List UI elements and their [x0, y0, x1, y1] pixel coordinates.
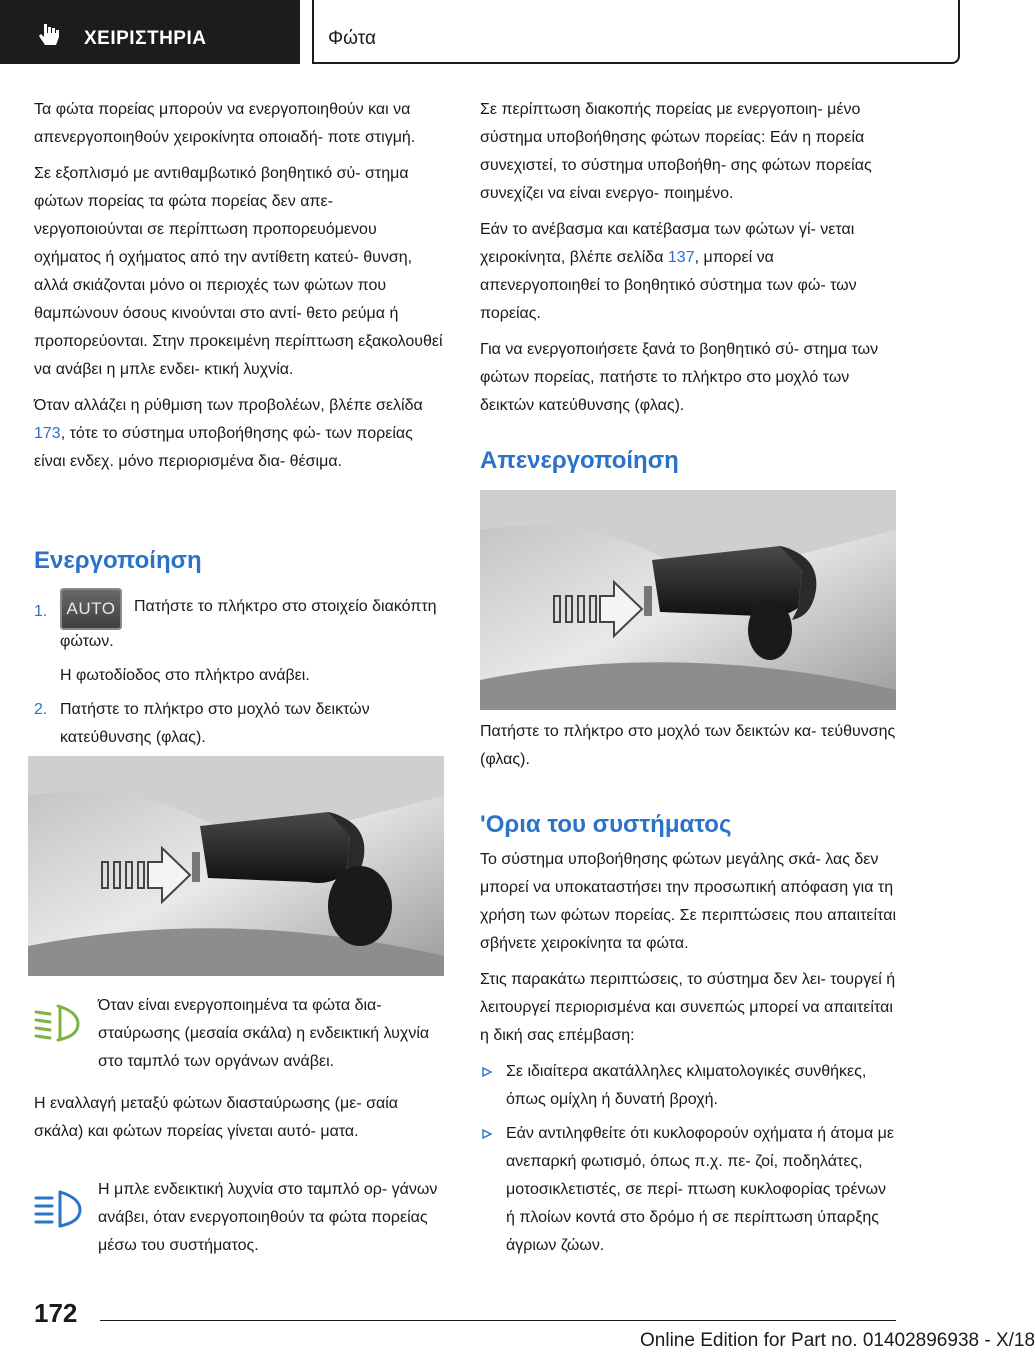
turn-signal-stalk-photo-2: [480, 490, 896, 710]
paragraph: Τα φώτα πορείας μπορούν να ενεργοποιηθούν και να απενεργοποιηθούν χειροκίνητα οποιαδή‐ ποτε στιγμή.: [34, 101, 416, 146]
page-link-173[interactable]: 173: [34, 425, 61, 442]
paragraph: [34, 392, 444, 476]
list-item: [480, 1120, 896, 1260]
step-1-sub: [34, 662, 444, 690]
step-1: [34, 598, 444, 668]
hand-pointer-icon: [38, 22, 62, 48]
limits-list: [480, 1058, 896, 1260]
heading-deactivation: Απενεργοποίηση: [480, 447, 679, 474]
header-manual-label: ΧΕΙΡΙΣΤΗΡΙΑ: [84, 28, 207, 49]
header-section-tab: [312, 0, 960, 64]
paragraph: Για να ενεργοποιήσετε ξανά το βοηθητικό σύ‐ στημα των φώτων πορείας, πατήστε το πλήκτρο στο μοχλό των δεικτών κατεύθυνσης (φλας).: [480, 341, 879, 414]
high-beam-indicator-icon: [34, 1188, 84, 1228]
paragraph-text: , τότε το σύστημα υποβοήθησης φώ‐ των πορείας είναι ενδεχ. μόνο περιορισμένα δια‐ θέσιμα.: [34, 425, 413, 470]
low-beam-indicator-icon: [34, 1002, 84, 1042]
right-column: [480, 96, 896, 428]
header-manual-tab[interactable]: [0, 0, 300, 64]
step-number: 2.: [34, 701, 48, 718]
paragraph: Σε περίπτωση διακοπής πορείας με ενεργοποιη‐ μένο σύστημα υποβοήθησης φώτων πορείας: Εάν η πορεία συνεχιστεί, το σύστημα υποβοήθη‐ σης φώτων πορείας συνεχίζει να είναι ενεργο‐ ποιημένο.: [480, 101, 872, 202]
list-item-text: Εάν αντιληφθείτε ότι κυκλοφορούν οχήματα ή άτομα με ανεπαρκή φωτισμό, όπως π.χ. πε‐ ζοί, ποδηλάτες, μοτοσικλετιστές, σε περί‐ πτωση κυκλοφορίας τρένων ή πλοίων κοντά στο δρόμο ή σε περίπτωση ύπαρξης άγριων ζώων.: [506, 1125, 894, 1254]
note-text: Όταν είναι ενεργοποιημένα τα φώτα δια‐ σταύρωσης (μεσαία σκάλα) η ενδεικτική λυχνία στο ταμπλό των οργάνων ανάβει.: [98, 997, 430, 1070]
footer-edition: Online Edition for Part no. 01402896938 - X/18: [640, 1330, 1035, 1351]
footer-divider: [100, 1320, 896, 1321]
page-number: 172: [34, 1298, 78, 1328]
paragraph: [480, 216, 896, 328]
step-text: Πατήστε το πλήκτρο στο μοχλό των δεικτών κατεύθυνσης (φλας).: [60, 701, 370, 746]
activation-steps: [34, 598, 444, 752]
step-subtext: Η φωτοδίοδος στο πλήκτρο ανάβει.: [60, 667, 310, 684]
note-high-beam: [34, 1176, 444, 1266]
header-section-label: Φώτα: [328, 28, 376, 49]
paragraph-text: Όταν αλλάζει η ρύθμιση των προβολέων, βλέπε σελίδα: [34, 397, 423, 414]
paragraph-text: Εάν το ανέβασμα και κατέβασμα των φώτων γί‐ νεται χειροκίνητα, βλέπε σελίδα: [480, 221, 855, 266]
note-text: Η μπλε ενδεικτική λυχνία στο ταμπλό ορ‐ γάνων ανάβει, όταν ενεργοποιηθούν τα φώτα πορείας μέσω του συστήματος.: [98, 1181, 438, 1254]
page-header: [0, 0, 960, 68]
step-text: Πατήστε το πλήκτρο στο στοιχείο διακόπτη φώτων.: [60, 598, 437, 650]
right-paragraph-deactivate: [480, 718, 896, 782]
paragraph: Στις παρακάτω περιπτώσεις, το σύστημα δεν λει‐ τουργεί ή λειτουργεί περιορισμένα και συνεπώς μπορεί να απαιτείται η δική σας επέμβαση:: [480, 971, 896, 1044]
page-link-137[interactable]: 137: [667, 249, 695, 266]
left-paragraph-switch: [34, 1090, 444, 1154]
paragraph-text: , μπορεί να απενεργοποιηθεί το βοηθητικό σύστημα των φώ‐ των πορείας.: [480, 249, 857, 322]
paragraph: Η εναλλαγή μεταξύ φώτων διασταύρωσης (με‐ σαία σκάλα) και φώτων πορείας γίνεται αυτό‐ ματα.: [34, 1095, 399, 1140]
turn-signal-stalk-photo: [28, 756, 444, 976]
list-item: [480, 1058, 896, 1114]
left-column: [34, 96, 444, 484]
paragraph: Πατήστε το πλήκτρο στο μοχλό των δεικτών κα‐ τεύθυνσης (φλας).: [480, 723, 896, 768]
triangle-bullet-icon: [482, 1129, 492, 1139]
paragraph: Το σύστημα υποβοήθησης φώτων μεγάλης σκά‐ λας δεν μπορεί να υποκαταστήσει την προσωπική απόφαση για τη χρήση των φώτων πορείας. Σε περιπτώσεις που απαιτείται σβήνετε χειροκίνητα τα φώτα.: [480, 851, 896, 952]
right-limits-section: [480, 846, 896, 1266]
note-low-beam: [34, 992, 444, 1082]
triangle-bullet-icon: [482, 1067, 492, 1077]
paragraph: Σε εξοπλισμό με αντιθαμβωτικό βοηθητικό σύ‐ στημα φώτων πορείας τα φώτα πορείας δεν απε‐ νεργοποιούνται σε περίπτωση προπορευόμενου οχήματος ή οχήματος από την αντίθετη κατεύ‐ θυνση, αλλά σκιάζονται μόνο οι περιοχές των φώτων που θαμπώνουν όσους κινούνται στο αντί‐ θετο ρεύμα ή προπορεύονται. Στην προκειμένη περίπτωση εξακολουθεί να ανάβει η μπλε ενδει‐ κτική λυχνία.: [34, 165, 443, 378]
step-number: 1.: [34, 603, 48, 620]
step-2: [34, 696, 444, 752]
list-item-text: Σε ιδιαίτερα ακατάλληλες κλιματολογικές συνθήκες, όπως ομίχλη ή δυνατή βροχή.: [506, 1063, 867, 1108]
auto-button-icon: AUTO: [60, 588, 122, 630]
heading-system-limits: 'Ορια του συστήματος: [480, 811, 732, 838]
heading-activation: Ενεργοποίηση: [34, 547, 202, 574]
